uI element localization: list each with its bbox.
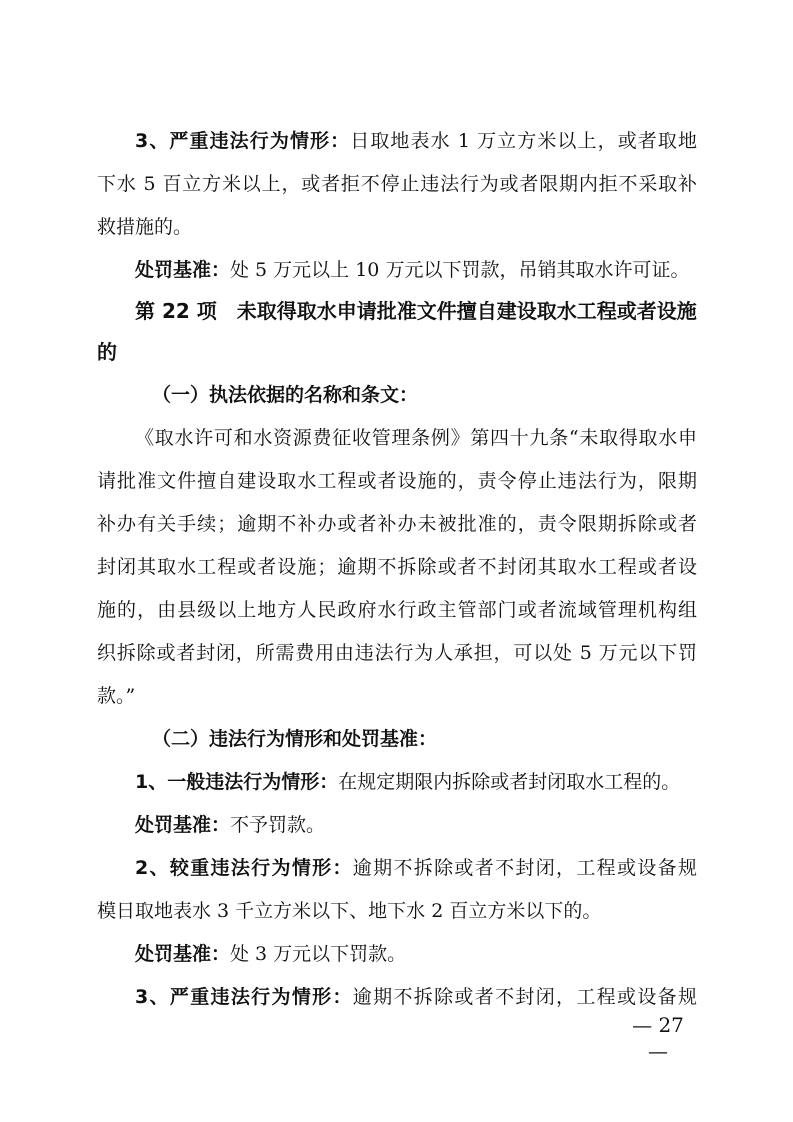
section-heading: （一）执法依据的名称和条文：: [152, 384, 419, 406]
penalty-label: 处罚基准：: [135, 259, 231, 281]
case-label: 3、严重违法行为情形：: [135, 986, 353, 1008]
case-text: 在规定期限内拆除或者封闭取水工程的。: [338, 771, 681, 793]
case-label: 1、一般违法行为情形：: [135, 771, 339, 793]
section-heading: （二）违法行为情形和处罚基准：: [152, 728, 438, 750]
text-line: 救措施的。: [97, 216, 193, 238]
case-text: 日取地表水 1 万立方米以上，或者取地: [350, 130, 697, 152]
case-label: 2、较重违法行为情形：: [135, 857, 353, 879]
law-text-line: 施的，由县级以上地方人民政府水行政主管部门或者流域管理机构组: [97, 599, 697, 621]
law-text-line: 封闭其取水工程或者设施；逾期不拆除或者不封闭其取水工程或者设: [97, 556, 697, 578]
law-text-line: 请批准文件擅自建设取水工程或者设施的，责令停止违法行为，限期: [97, 470, 697, 492]
penalty-line: [135, 941, 697, 967]
law-text-line: 《取水许可和水资源费征收管理条例》第四十九条“未取得取水申: [135, 427, 697, 449]
law-text-line: 补办有关手续；逾期不补办或者补办未被批准的，责令限期拆除或者: [97, 513, 697, 535]
text-line: [135, 128, 697, 154]
item-title-continued: 的: [97, 340, 117, 364]
text-line: 下水 5 百立方米以上，或者拒不停止违法行为或者限期内拒不采取补: [97, 173, 697, 195]
case-line: [135, 855, 697, 881]
penalty-label: 处罚基准：: [135, 814, 231, 836]
case-line: [135, 984, 697, 1010]
penalty-line: [135, 257, 697, 283]
law-text-line: 织拆除或者封闭，所需费用由违法行为人承担，可以处 5 万元以下罚: [97, 642, 697, 664]
case-text: 逾期不拆除或者不封闭，工程或设备规: [352, 857, 697, 879]
penalty-text: 处 3 万元以下罚款。: [230, 943, 407, 965]
page-number: — 27 —: [632, 1013, 684, 1063]
case-text: 逾期不拆除或者不封闭，工程或设备规: [352, 986, 697, 1008]
penalty-label: 处罚基准：: [135, 943, 231, 965]
penalty-text: 不予罚款。: [230, 814, 326, 836]
item-title: 第 22 项 未取得取水申请批准文件擅自建设取水工程或者设施: [135, 299, 697, 323]
law-text-line: 款。”: [97, 685, 136, 707]
case-line-continued: 模日取地表水 3 千立方米以下、地下水 2 百立方米以下的。: [97, 900, 602, 922]
case-label: 3、严重违法行为情形：: [135, 130, 351, 152]
case-line: [135, 769, 697, 795]
penalty-text: 处 5 万元以上 10 万元以下罚款，吊销其取水许可证。: [230, 259, 690, 281]
penalty-line: [135, 812, 697, 838]
